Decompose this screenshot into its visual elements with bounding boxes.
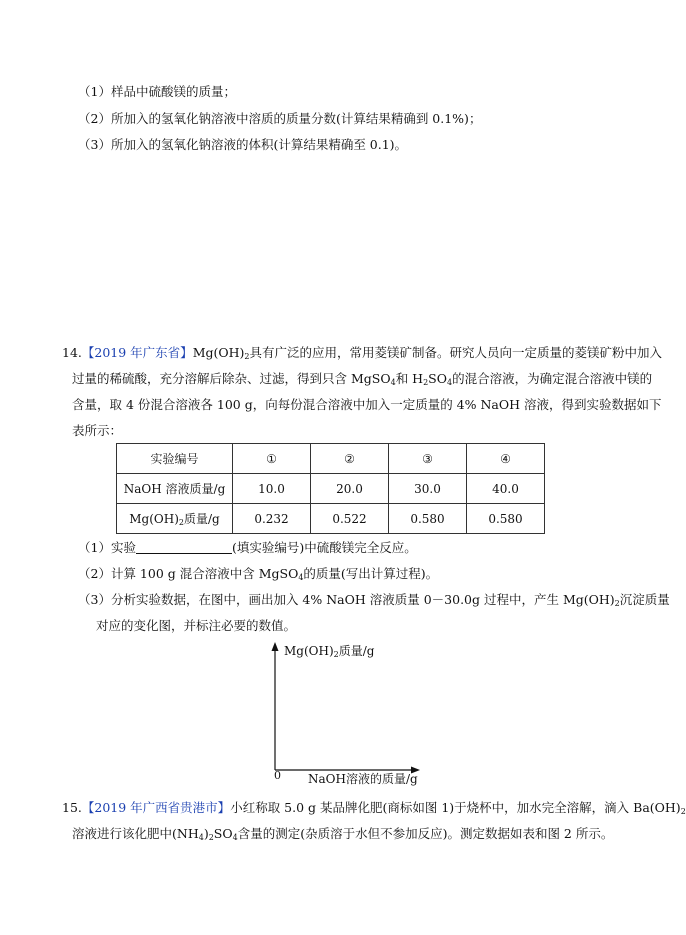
q13-item-3: （3）所加入的氢氧化钠溶液的体积(计算结果精确至 0.1)。 [78, 137, 408, 152]
q13-item-1: （1）样品中硫酸镁的质量； [78, 84, 236, 99]
table-row: 实验编号 ① ② ③ ④ [117, 444, 545, 474]
graph-origin-label: 0 [274, 769, 281, 782]
q14-sub-1: （1）实验 (填实验编号)中硫酸镁完全反应。 [78, 540, 417, 555]
q15-source-tag: 【2019 年广西省贵港市】 [81, 800, 231, 815]
graph-x-label: NaOH溶液的质量/g [308, 772, 418, 786]
q14-number: 14. [62, 345, 82, 360]
table-row: NaOH 溶液质量/g 10.0 20.0 30.0 40.0 [117, 474, 545, 504]
q15-line-1: 15.【2019 年广西省贵港市】小红称取 5.0 g 某品牌化肥(商标如图 1)于烧杯中，加水完全溶解，滴入 $Ba(OH)_2$ [62, 800, 686, 816]
table-row: $Mg(OH)_2$质量/g 0.232 0.522 0.580 0.580 [117, 504, 545, 534]
data-table [116, 443, 545, 534]
graph-y-label: $Mg(OH)_2$质量/g [284, 644, 375, 659]
q14-source-tag: 【2019 年广东省】 [81, 345, 193, 360]
y-axis-arrow-icon [272, 642, 279, 651]
q13-item-2: （2）所加入的氢氧化钠溶液中溶质的质量分数(计算结果精确到 0.1%)； [78, 111, 482, 126]
q14-sub-3-cont: 对应的变化图，并标注必要的数值。 [96, 618, 297, 633]
q14-line-2: 过量的稀硫酸，充分溶解后除杂、过滤，得到只含 MgSO$_4$和 $H_2SO_4$的混合溶液，为确定混合溶液中镁的 [72, 371, 653, 387]
q14-line-4: 表所示： [72, 423, 123, 438]
q14-line-3: 含量，取 4 份混合溶液各 100 g，向每份混合溶液中加入一定质量的 4% NaOH 溶液，得到实验数据如下 [72, 397, 662, 412]
answer-blank[interactable] [136, 541, 232, 554]
q15-line-2: 溶液进行该化肥中$(NH_4)_2SO_4$含量的测定(杂质溶于水但不参加反应)。测定数据如表和图 2 所示。 [72, 826, 614, 842]
q15-number: 15. [62, 800, 82, 815]
q14-sub-3: （3）分析实验数据，在图中，画出加入 4% NaOH 溶液质量 0－30.0g 过程中，产生 $Mg(OH)_2$沉淀质量 [78, 592, 670, 608]
q14-line-1: 14.【2019 年广东省】$Mg(OH)_2$具有广泛的应用，常用菱镁矿制备。研究人员向一定质量的菱镁矿粉中加入 [62, 345, 662, 361]
q14-sub-2: （2）计算 100 g 混合溶液中含 MgSO$_4$的质量(写出计算过程)。 [78, 566, 439, 582]
